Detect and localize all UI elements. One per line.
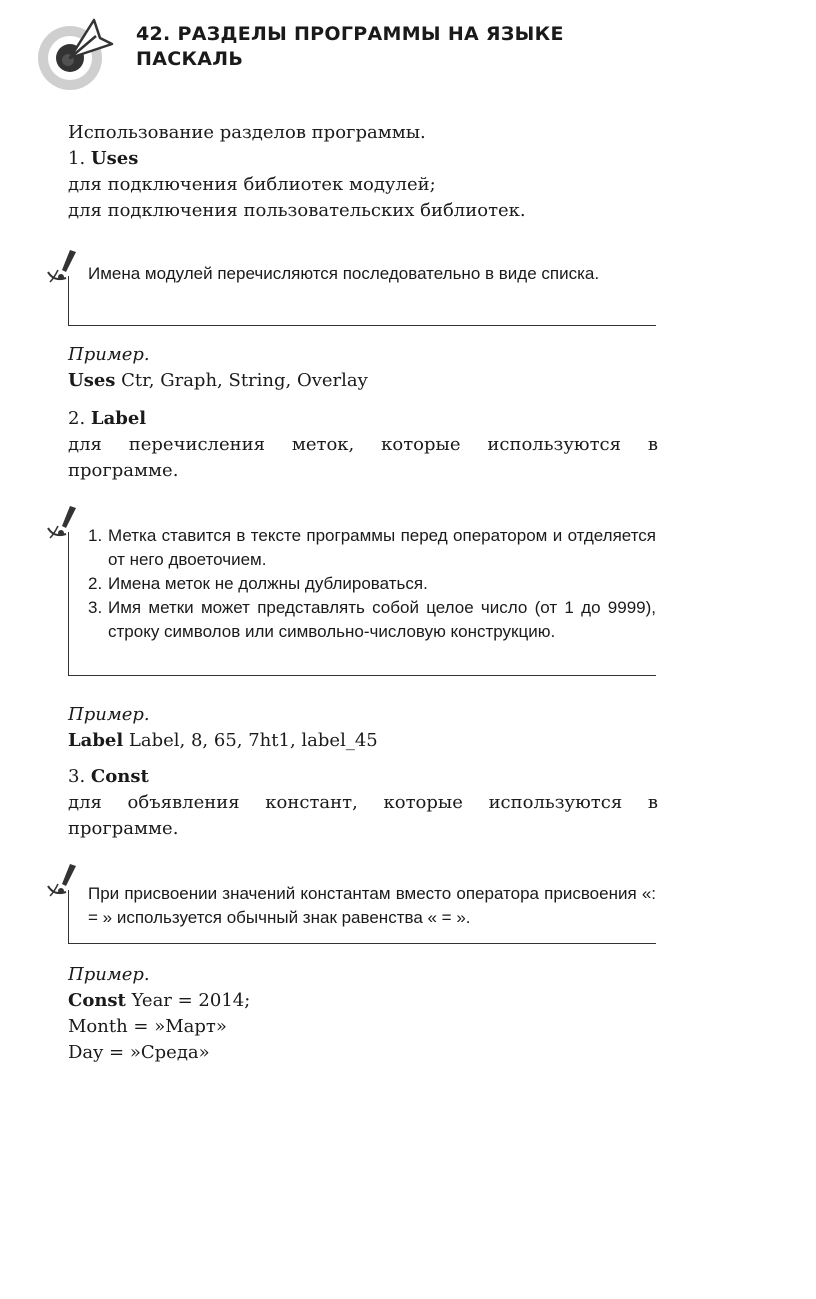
uses-note	[44, 254, 656, 326]
example-label: Пример.	[68, 344, 150, 365]
example-label: Пример.	[68, 704, 150, 725]
label-heading: 2. Label	[68, 408, 147, 429]
uses-heading: 1. Uses	[68, 148, 139, 169]
target-arrow-icon	[34, 12, 114, 92]
const-heading: 3. Const	[68, 766, 149, 787]
uses-note-text: Имена модулей перечисляются последовательно в виде списка.	[88, 264, 600, 283]
uses-example-code: Uses Ctr, Graph, String, Overlay	[68, 370, 368, 391]
const-keyword: Const	[90, 766, 149, 787]
chapter-title-line-2: ПАСКАЛЬ	[136, 48, 244, 70]
chapter-header	[34, 12, 654, 92]
label-keyword: Label	[90, 408, 147, 429]
const-example	[68, 962, 658, 1066]
chapter-title-line-1: 42. РАЗДЕЛЫ ПРОГРАММЫ НА ЯЗЫКЕ	[136, 23, 564, 45]
list-item: 2. Имена меток не должны дублироваться.	[88, 574, 428, 593]
chapter-title	[136, 22, 564, 72]
const-example-line-3: Day = »Среда»	[68, 1042, 210, 1063]
uses-section	[68, 120, 658, 224]
const-note	[44, 868, 656, 944]
label-desc: для перечисления меток, которые используются в программе.	[68, 434, 658, 481]
example-label: Пример.	[68, 964, 150, 985]
const-note-text: При присвоении значений константам вместо оператора присвоения «: = » используется обычный знак равенства « = ».	[88, 884, 656, 927]
const-desc: для объявления констант, которые используются в программе.	[68, 792, 658, 839]
uses-keyword: Uses	[90, 148, 139, 169]
list-item: 3. Имя метки может представлять собой целое число (от 1 до 9999), строку символов или символьно-числовую конструкцию.	[88, 598, 656, 641]
uses-line-1: для подключения библиотек модулей;	[68, 174, 436, 195]
label-note-list	[88, 524, 656, 644]
uses-example	[68, 342, 658, 394]
const-example-line-2: Month = »Март»	[68, 1016, 227, 1037]
label-example-code: Label Label, 8, 65, 7ht1, label_45	[68, 730, 378, 751]
intro-text: Использование разделов программы.	[68, 122, 426, 143]
label-note	[44, 510, 656, 676]
label-example	[68, 702, 658, 754]
const-example-line-1: Const Year = 2014;	[68, 990, 251, 1011]
uses-line-2: для подключения пользовательских библиотек.	[68, 200, 526, 221]
label-section	[68, 406, 658, 484]
list-item: 1. Метка ставится в тексте программы перед оператором и отделяется от него двоеточием.	[88, 526, 656, 569]
const-section	[68, 764, 658, 842]
